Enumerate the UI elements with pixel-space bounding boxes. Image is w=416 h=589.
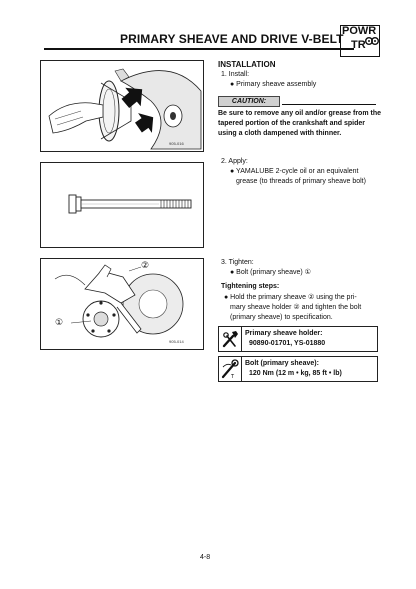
figure-code: 905-014 [169, 339, 184, 344]
tightening-steps-label: Tightening steps: [221, 283, 280, 290]
callout-bolt: ① [55, 317, 64, 327]
page-title: PRIMARY SHEAVE AND DRIVE V-BELT [120, 32, 344, 46]
section-badge-bottom: TR [351, 39, 366, 51]
torque-value: 120 Nm (12 m • kg, 85 ft • lb) [249, 370, 342, 377]
step-tighten-item: ● Bolt (primary sheave) ① [230, 269, 311, 276]
caution-rule [282, 104, 376, 105]
svg-text:T: T [231, 374, 235, 380]
tighten-line-2: mary sheave holder ② and tighten the bolt [230, 304, 362, 311]
tool-name: Primary sheave holder: [245, 330, 323, 337]
installation-heading: INSTALLATION [218, 60, 276, 69]
tighten-line-3: (primary sheave) to specification. [230, 314, 333, 321]
caution-line-2: tapered portion of the crankshaft and spider [218, 120, 366, 127]
page-number: 4-8 [200, 554, 211, 561]
apply-line-1: ● YAMALUBE 2-cycle oil or an equivalent [230, 168, 359, 175]
torque-wrench-icon [219, 357, 241, 381]
powertrain-icon [365, 35, 379, 47]
step-tighten: 3. Tighten: [221, 259, 254, 266]
step-install: 1. Install: [221, 71, 250, 78]
wrench-icon [219, 327, 241, 351]
tool-part-numbers: 90890-01701, YS-01880 [249, 340, 326, 347]
figure-tighten-bolt [40, 258, 204, 350]
figure-install-sheave [40, 60, 204, 152]
caution-line-3: using a cloth dampened with thinner. [218, 130, 342, 137]
special-tool-box [218, 326, 378, 352]
caution-line-1: Be sure to remove any oil and/or grease from the [218, 110, 381, 117]
section-badge-top: POWR [342, 25, 377, 37]
header-rule [44, 48, 354, 50]
torque-spec-box [218, 356, 378, 382]
step-apply: 2. Apply: [221, 158, 248, 165]
torque-name: Bolt (primary sheave): [245, 360, 319, 367]
tighten-line-1: ● Hold the primary sheave ② using the pri- [224, 294, 357, 301]
caution-label: CAUTION: [218, 96, 280, 107]
figure-sheave-bolt [40, 162, 204, 248]
apply-line-2: grease (to threads of primary sheave bolt) [236, 178, 366, 185]
callout-holder: ② [141, 260, 150, 270]
figure-code: 905-016 [169, 141, 184, 146]
step-install-item: ● Primary sheave assembly [230, 81, 317, 88]
